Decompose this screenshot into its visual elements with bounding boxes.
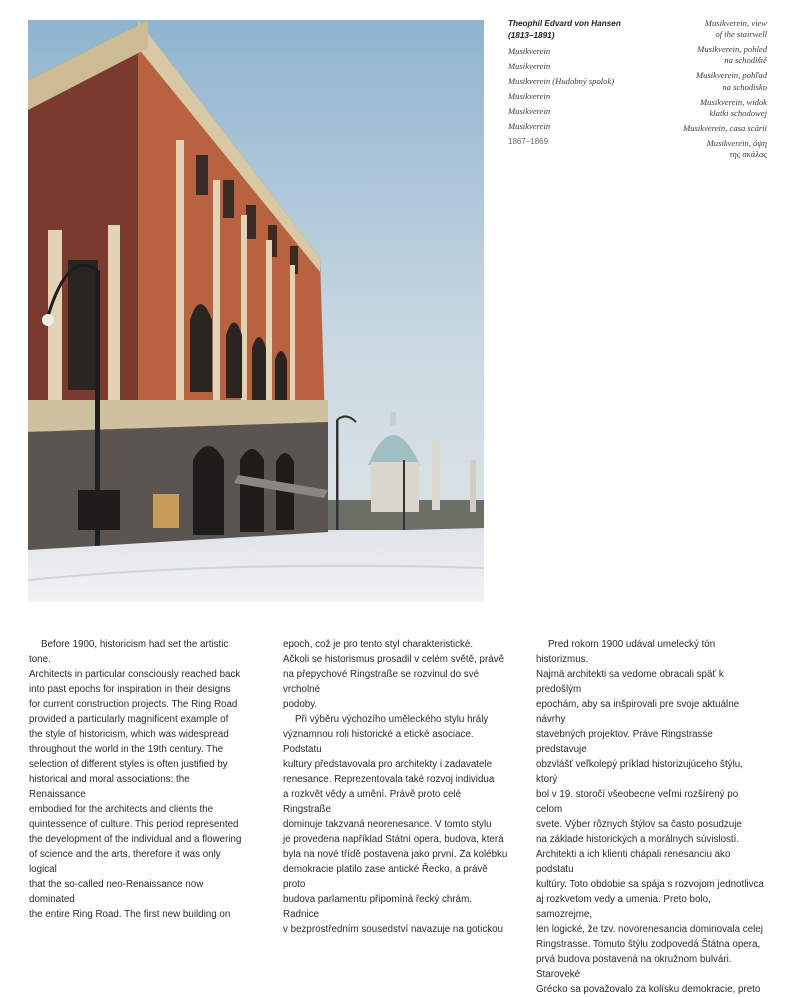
text-line: of science and the arts, therefore it was only logical [29, 849, 221, 875]
photo-title-line: της σκάλας [729, 148, 767, 159]
photo-title [639, 70, 767, 93]
text-line: Pred rokom 1900 udával umelecký tón historizmus. [536, 639, 716, 665]
building-name: Musikverein [508, 46, 551, 56]
text-line: Before 1900, historicism had set the artistic tone. [29, 639, 229, 665]
text-column-english [29, 637, 244, 922]
architect-name [508, 18, 658, 41]
text-line: renesance. Reprezentovala také rozvoj individua [283, 774, 495, 785]
text-column-czech [283, 637, 508, 937]
text-line: embodied for the architects and clients the [29, 804, 214, 815]
text-line: provided a particularly magnificent example of [29, 714, 229, 725]
building-name: Musikverein (Hudobný spolok) [508, 76, 615, 86]
text-line: quintessence of culture. This period represented [29, 819, 239, 830]
text-line: dominuje takzvaná neorenesance. V tomto stylu [283, 819, 492, 830]
text-column-slovak [536, 637, 766, 997]
photo-title-line: Musikverein, pohľad [695, 70, 767, 81]
text-line: byla na nové třídě postavena jako první. Za kolébku [283, 849, 508, 860]
building-name: Musikverein [508, 106, 551, 116]
text-line: svete. Výber rôznych štýlov sa často posudzuje [536, 819, 742, 830]
text-line: selection of different styles is often justified by [29, 759, 228, 770]
text-line: for current construction projects. The Ring Road [29, 699, 238, 710]
photo-title [639, 97, 767, 120]
text-line: kultúry. Toto obdobie sa spája s rozvojom jednotlivca [536, 879, 764, 890]
text-line: into past epochs for inspiration in their designs [29, 684, 231, 695]
musikverein-photo [28, 20, 484, 602]
text-line: the entire Ring Road. The first new building on [29, 909, 231, 920]
text-line: v bezprostředním sousedství navazuje na gotickou [283, 924, 504, 935]
text-line: Ačkoli se historismus prosadil v celém světě, právě [283, 654, 505, 665]
text-line: the style of historicism, which was widespread [29, 729, 229, 740]
building-name: Musikverein [508, 121, 551, 131]
text-line: len logické, že tzv. novorenesancia dominovala celej [536, 924, 763, 935]
architect-years: (1813–1891) [508, 30, 555, 40]
text-line: that the so-called neo-Renaissance now dominated [29, 879, 204, 905]
text-line: kultury představovala pro architekty i zadavatele [283, 759, 493, 770]
building-name: Musikverein [508, 91, 551, 101]
text-line: Najmä architekti sa vedome obracali späť k predošlým [536, 669, 724, 695]
photo-title-line: Musikverein, widok [700, 96, 767, 107]
text-line: podoby. [283, 699, 318, 710]
text-line: epochám, aby sa inšpirovali pre svoje aktuálne návrhy [536, 699, 740, 725]
text-line: významnou roli historické a etické asociace. Podstatu [283, 729, 474, 755]
text-line: demokracie platilo zase antické Řecko, a právě proto [283, 864, 488, 890]
text-line: Grécko sa považovalo za kolísku demokracie, preto [536, 984, 761, 995]
photo-title-line: Musikverein, pohled [697, 44, 767, 55]
architect-name-text: Theophil Edvard von Hansen [508, 19, 621, 28]
text-line: prvá budova postavená na okružnom bulvári. Staroveké [536, 954, 732, 980]
text-line: throughout the world in the 19th century. The [29, 744, 224, 755]
building-name: Musikverein [508, 61, 551, 71]
text-line: obzvlášť veľkolepý príklad historizujúceho štýlu, ktorý [536, 759, 743, 785]
text-line: je provedena například Státní opera, budova, která [283, 834, 504, 845]
photo-title [639, 138, 767, 161]
photo-title-line: Musikverein, view [704, 18, 767, 28]
text-line: Architects in particular consciously reached back [29, 669, 241, 680]
text-line: budova parlamentu připomíná řecký chrám. Radnice [283, 894, 472, 920]
photo-title [639, 44, 767, 67]
text-line: na základe historických a morálnych súvislostí. [536, 834, 740, 845]
text-line: epoch, což je pro tento styl charakteristické. [283, 639, 474, 650]
construction-years: 1867–1869 [508, 137, 549, 146]
photo-title-line: na schodisko [722, 81, 767, 92]
text-line: na přepychové Ringstraße se rozvinul do své vrcholné [283, 669, 480, 695]
text-line: historical and moral associations: the Renaissance [29, 774, 190, 800]
photo-title-line: klatki schodowej [709, 107, 767, 118]
text-line: Architekti a ich klienti chápali renesanciu ako podstatu [536, 849, 731, 875]
caption-meta [508, 18, 658, 149]
photo-title [639, 123, 767, 134]
text-line: the development of the individual and a flowering [29, 834, 242, 845]
text-line: Při výběru výchozího uměleckého stylu hrály [295, 714, 489, 725]
text-line: stavebných projektov. Práve Ringstrasse predstavuje [536, 729, 713, 755]
photo-title-line: Musikverein, casa scării [683, 122, 767, 133]
text-line: Ringstrasse. Tomuto štýlu zodpovedá Štátna opera, [536, 939, 761, 950]
photo-title-line: of the stairwell [715, 29, 767, 40]
text-line: bol v 19. storočí všeobecne veľmi rozšírený po celom [536, 789, 739, 815]
text-line: aj rozkvetom vedy a umenia. Preto bolo, samozrejme, [536, 894, 711, 920]
photo-title [639, 18, 767, 41]
text-line: a rozkvět vědy a umění. Právě proto celé Ringstraße [283, 789, 462, 815]
photo-titles [639, 18, 767, 164]
photo-title-line: na schodiště [724, 55, 767, 66]
photo-title-line: Musikverein, όψη [706, 137, 767, 148]
